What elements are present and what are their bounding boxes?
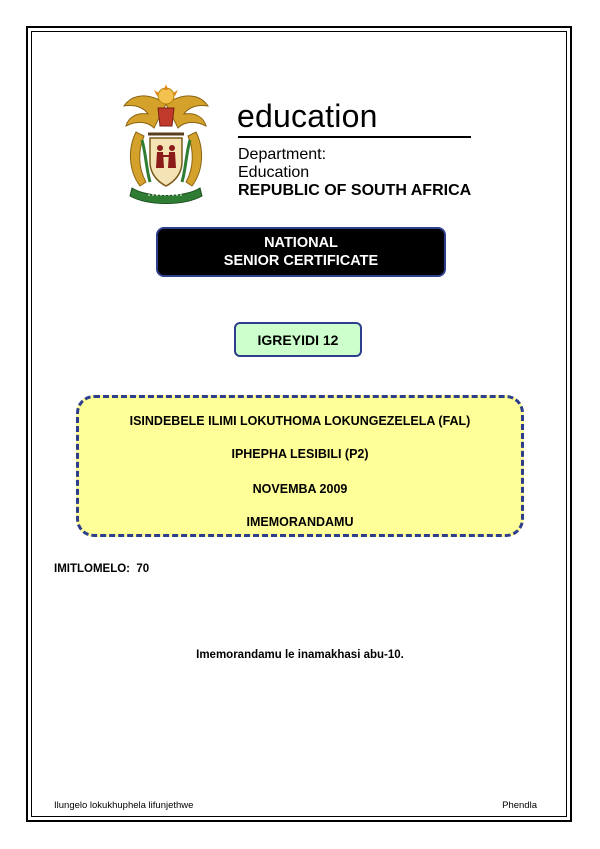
department-label: Department: xyxy=(238,146,327,163)
footer-next-page: Phendla xyxy=(502,800,537,811)
grade-badge xyxy=(234,322,362,357)
grade-label: IGREYIDI 12 xyxy=(257,331,339,348)
coat-of-arms-icon xyxy=(118,82,214,206)
certificate-banner xyxy=(156,227,446,277)
subject-name: ISINDEBELE ILIMI LOKUTHOMA LOKUNGEZELELA (FAL) xyxy=(129,414,471,428)
certificate-line-1: NATIONAL xyxy=(264,235,338,251)
department-name: Education xyxy=(238,164,310,181)
exam-date: NOVEMBA 2009 xyxy=(252,482,348,496)
document-type: IMEMORANDAMU xyxy=(246,515,354,529)
total-marks: IMITLOMELO: 70 xyxy=(54,563,150,575)
wordmark-divider xyxy=(238,136,471,138)
page-count-note: Imemorandamu le inamakhasi abu-10. xyxy=(196,649,404,661)
footer-copyright: Ilungelo lokukhuphela lifunjethwe xyxy=(54,800,194,811)
certificate-line-2: SENIOR CERTIFICATE xyxy=(223,253,379,269)
subject-panel xyxy=(76,395,524,537)
education-wordmark: education xyxy=(237,98,378,134)
paper-number: IPHEPHA LESIBILI (P2) xyxy=(231,447,369,461)
country-name: REPUBLIC OF SOUTH AFRICA xyxy=(238,182,472,199)
